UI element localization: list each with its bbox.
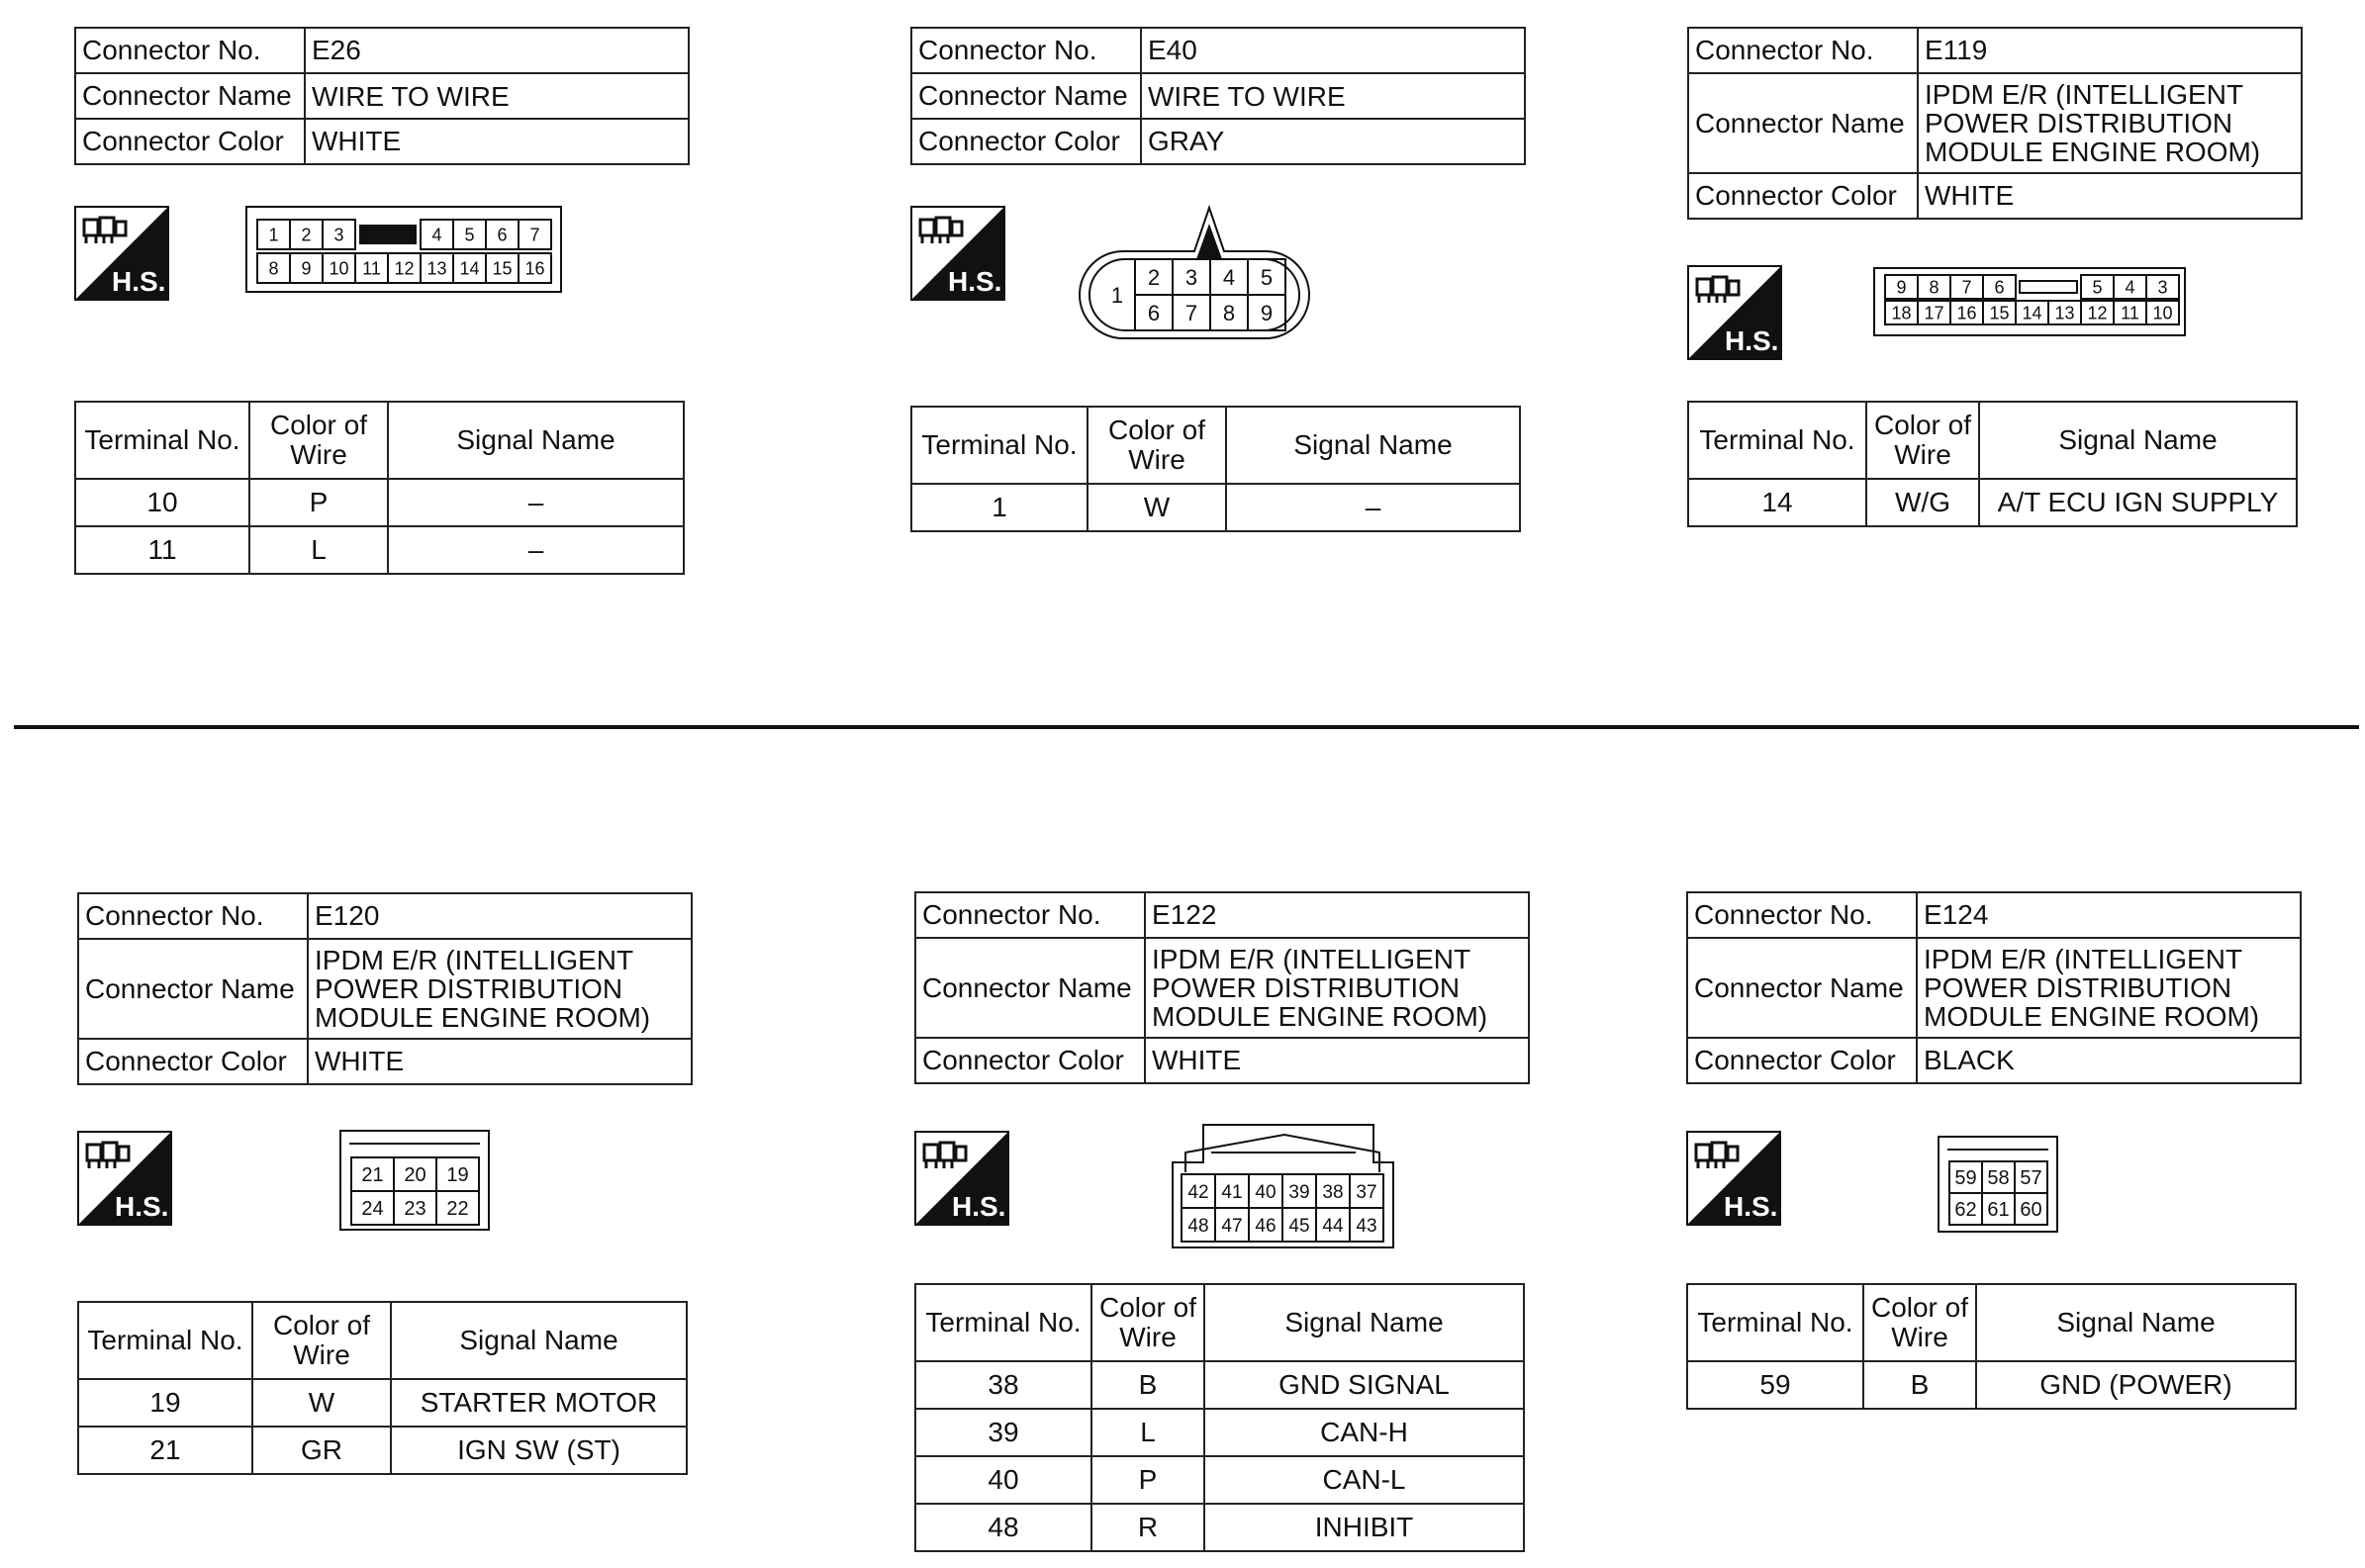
connector-name-label: Connector Name: [1688, 73, 1918, 173]
pin-number: 58: [1987, 1167, 2010, 1190]
signal-name-cell: GND (POWER): [1976, 1361, 2296, 1409]
connector-face-e122: [1172, 1123, 1395, 1249]
signal-name-cell: A/T ECU IGN SUPPLY: [1979, 479, 2297, 526]
connector-color-label: Connector Color: [1688, 173, 1918, 219]
connector-name-line: POWER DISTRIBUTION: [315, 973, 623, 1004]
connector-name-line: WIRE TO WIRE: [312, 80, 510, 112]
pin-number: 9: [1896, 277, 1907, 298]
connector-name-line: MODULE ENGINE ROOM): [1925, 137, 2261, 167]
connector-face-e124: [1938, 1136, 2060, 1235]
color-of-wire-header-line1: Color of: [272, 1310, 371, 1340]
pin-number: 48: [1187, 1215, 1209, 1237]
pin-number: 15: [492, 258, 513, 279]
connector-panel-e40: [910, 27, 1526, 165]
connector-face-e119: [1873, 267, 2188, 338]
color-of-wire-header-line2: Wire: [1894, 439, 1951, 470]
pin-number: 8: [1222, 300, 1236, 325]
connector-no-label: Connector No.: [1687, 892, 1917, 938]
connector-no-label: Connector No.: [1688, 28, 1918, 73]
pin-number: 18: [1891, 303, 1912, 323]
terminal-table-e40: [910, 406, 1521, 532]
pin-number: 19: [446, 1164, 469, 1187]
signal-name-header: Signal Name: [388, 402, 684, 479]
pin-number: 16: [524, 258, 545, 279]
pin-number: 59: [1954, 1167, 1977, 1190]
hs-badge-label: H.S.: [948, 266, 1002, 297]
connector-no-label: Connector No.: [911, 28, 1141, 73]
connector-face-e40: [1074, 204, 1315, 344]
connector-name-label: Connector Name: [911, 73, 1141, 119]
table-row: [915, 1504, 1524, 1551]
pin-number: 24: [361, 1198, 384, 1221]
color-of-wire-header: [1866, 402, 1979, 479]
connector-color-value: WHITE: [1145, 1038, 1529, 1083]
terminal-no-cell: 48: [915, 1504, 1091, 1551]
connector-no-value: E122: [1145, 892, 1529, 938]
table-row: [75, 479, 684, 526]
harness-side-icon: [1686, 1131, 1781, 1226]
connector-face-e26: [245, 206, 564, 295]
connector-no-label: Connector No.: [78, 893, 308, 939]
harness-side-icon: [74, 206, 169, 301]
pin-number: 3: [2157, 277, 2168, 298]
color-of-wire-header-line1: Color of: [1870, 1292, 1969, 1323]
pin-number: 12: [394, 258, 415, 279]
connector-info-table: [74, 27, 690, 165]
pin-number: 4: [2125, 277, 2135, 298]
terminal-table-e124: [1686, 1283, 2297, 1410]
terminal-no-cell: 40: [915, 1456, 1091, 1504]
connector-color-label: Connector Color: [78, 1039, 308, 1084]
pin-number: 40: [1255, 1181, 1277, 1203]
pin-number: 13: [426, 258, 447, 279]
connector-info-table: [1686, 891, 2302, 1084]
pin-number: 15: [1989, 303, 2010, 323]
pin-number: 21: [361, 1164, 384, 1187]
table-row: [1687, 1361, 2296, 1409]
pin-number: 5: [1260, 264, 1274, 290]
wire-color-cell: B: [1091, 1361, 1204, 1409]
connector-no-label: Connector No.: [75, 28, 305, 73]
color-of-wire-header-line2: Wire: [290, 439, 347, 470]
color-of-wire-header-line1: Color of: [1873, 410, 1972, 440]
wire-color-cell: L: [249, 526, 388, 574]
connector-name-value: [1145, 938, 1529, 1038]
color-of-wire-header-line2: Wire: [1891, 1322, 1948, 1352]
table-row: [911, 484, 1520, 531]
connector-info-table: [914, 891, 1530, 1084]
pin-number: 39: [1288, 1181, 1310, 1203]
hs-badge-label: H.S.: [952, 1191, 1006, 1222]
harness-side-icon: [77, 1131, 172, 1226]
signal-name-header: Signal Name: [1976, 1284, 2296, 1361]
signal-name-cell: –: [1226, 484, 1520, 531]
table-row: [78, 1427, 687, 1474]
pin-number: 23: [404, 1198, 426, 1221]
pin-number: 5: [464, 225, 475, 245]
connector-color-value: WHITE: [305, 119, 689, 164]
terminal-no-cell: 14: [1688, 479, 1866, 526]
pin-number: 60: [2020, 1199, 2042, 1222]
signal-name-header: Signal Name: [1204, 1284, 1524, 1361]
color-of-wire-header-line2: Wire: [293, 1339, 350, 1370]
connector-no-value: E120: [308, 893, 692, 939]
terminal-no-cell: 38: [915, 1361, 1091, 1409]
connector-panel-e124: [1686, 891, 2302, 1084]
terminal-no-header: Terminal No.: [1688, 402, 1866, 479]
harness-side-icon: [914, 1131, 1009, 1226]
pin-number: 9: [1260, 300, 1274, 325]
connector-name-line: MODULE ENGINE ROOM): [1152, 1001, 1488, 1032]
pin-number: 13: [2054, 303, 2075, 323]
terminal-table-e120: [77, 1301, 688, 1475]
signal-name-cell: CAN-H: [1204, 1409, 1524, 1456]
connector-panel-e122: [914, 891, 1530, 1084]
connector-name-value: [308, 939, 692, 1039]
connector-name-label: Connector Name: [1687, 938, 1917, 1038]
color-of-wire-header-line1: Color of: [269, 410, 368, 440]
pin-number: 42: [1187, 1181, 1209, 1203]
color-of-wire-header: [249, 402, 388, 479]
connector-name-line: POWER DISTRIBUTION: [1924, 972, 2232, 1003]
connector-panel-e120: [77, 892, 693, 1085]
terminal-table-e122: [914, 1283, 1525, 1552]
table-row: [75, 526, 684, 574]
connector-name-line: WIRE TO WIRE: [1148, 80, 1346, 112]
signal-name-header: Signal Name: [1226, 407, 1520, 484]
connector-color-label: Connector Color: [1687, 1038, 1917, 1083]
signal-name-cell: –: [388, 526, 684, 574]
pin-number: 3: [333, 225, 344, 245]
wire-color-cell: GR: [252, 1427, 391, 1474]
terminal-no-header: Terminal No.: [1687, 1284, 1863, 1361]
pin-number: 5: [2092, 277, 2103, 298]
pin-number: 10: [2152, 303, 2173, 323]
connector-color-value: GRAY: [1141, 119, 1525, 164]
table-row: [915, 1361, 1524, 1409]
connector-name-line: MODULE ENGINE ROOM): [315, 1002, 651, 1033]
color-of-wire-header-line1: Color of: [1107, 415, 1206, 445]
pin-number: 7: [1961, 277, 1972, 298]
signal-name-cell: CAN-L: [1204, 1456, 1524, 1504]
hs-badge-label: H.S.: [112, 266, 166, 297]
connector-color-label: Connector Color: [75, 119, 305, 164]
wire-color-cell: P: [249, 479, 388, 526]
color-of-wire-header: [252, 1302, 391, 1379]
signal-name-header: Signal Name: [391, 1302, 687, 1379]
pin-number: 11: [362, 258, 381, 279]
blank-cavity: [359, 225, 417, 244]
connector-name-line: POWER DISTRIBUTION: [1152, 972, 1461, 1003]
connector-name-label: Connector Name: [78, 939, 308, 1039]
wire-color-cell: P: [1091, 1456, 1204, 1504]
pin-number: 22: [446, 1198, 469, 1221]
terminal-no-cell: 59: [1687, 1361, 1863, 1409]
harness-side-icon: [910, 206, 1005, 301]
pin-number: 1: [268, 225, 279, 245]
pin-number: 44: [1322, 1215, 1344, 1237]
terminal-no-cell: 10: [75, 479, 249, 526]
connector-name-line: IPDM E/R (INTELLIGENT: [315, 945, 634, 975]
terminal-no-header: Terminal No.: [915, 1284, 1091, 1361]
connector-name-line: IPDM E/R (INTELLIGENT: [1152, 944, 1471, 974]
pin-number: 10: [329, 258, 349, 279]
connector-name-line: MODULE ENGINE ROOM): [1924, 1001, 2260, 1032]
pin-number: 41: [1221, 1181, 1243, 1203]
pin-number: 20: [404, 1164, 426, 1187]
wire-color-cell: R: [1091, 1504, 1204, 1551]
connector-no-value: E26: [305, 28, 689, 73]
signal-name-cell: GND SIGNAL: [1204, 1361, 1524, 1409]
connector-color-value: WHITE: [308, 1039, 692, 1084]
connector-info-table: [910, 27, 1526, 165]
wire-color-cell: L: [1091, 1409, 1204, 1456]
signal-name-cell: STARTER MOTOR: [391, 1379, 687, 1427]
terminal-no-cell: 1: [911, 484, 1088, 531]
pin-number: 14: [2022, 303, 2042, 323]
pin-number: 16: [1956, 303, 1977, 323]
connector-color-label: Connector Color: [911, 119, 1141, 164]
pin-number: 9: [301, 258, 312, 279]
connector-color-label: Connector Color: [915, 1038, 1145, 1083]
terminal-no-cell: 19: [78, 1379, 252, 1427]
table-row: [915, 1409, 1524, 1456]
pin-number: 6: [1147, 300, 1161, 325]
terminal-table-e119: [1687, 401, 2298, 527]
pin-number: 12: [2087, 303, 2108, 323]
pin-number: 61: [1987, 1199, 2010, 1222]
connector-name-value: [305, 73, 689, 119]
hs-badge-label: H.S.: [1724, 1191, 1778, 1222]
hs-badge-label: H.S.: [1725, 325, 1779, 356]
connector-no-value: E124: [1917, 892, 2301, 938]
wire-color-cell: W: [252, 1379, 391, 1427]
terminal-no-cell: 21: [78, 1427, 252, 1474]
color-of-wire-header: [1091, 1284, 1204, 1361]
connector-info-table: [77, 892, 693, 1085]
connector-no-value: E119: [1918, 28, 2302, 73]
wire-color-cell: W/G: [1866, 479, 1979, 526]
pin-number: 45: [1288, 1215, 1310, 1237]
connector-name-label: Connector Name: [915, 938, 1145, 1038]
connector-name-value: [1917, 938, 2301, 1038]
color-of-wire-header: [1088, 407, 1226, 484]
terminal-no-header: Terminal No.: [75, 402, 249, 479]
terminal-no-header: Terminal No.: [78, 1302, 252, 1379]
pin-number: 6: [497, 225, 508, 245]
connector-color-value: BLACK: [1917, 1038, 2301, 1083]
connector-face-e120: [339, 1130, 492, 1233]
pin-number: 2: [1147, 264, 1161, 290]
connector-color-value: WHITE: [1918, 173, 2302, 219]
pin-number: 2: [301, 225, 312, 245]
hs-badge-label: H.S.: [115, 1191, 169, 1222]
connector-name-line: POWER DISTRIBUTION: [1925, 108, 2233, 138]
connector-no-label: Connector No.: [915, 892, 1145, 938]
connector-panel-e26: [74, 27, 690, 165]
connector-name-label: Connector Name: [75, 73, 305, 119]
color-of-wire-header-line1: Color of: [1098, 1292, 1197, 1323]
pin-number: 47: [1221, 1215, 1243, 1237]
terminal-table-e26: [74, 401, 685, 575]
pin-number: 62: [1954, 1199, 1977, 1222]
pin-number: 37: [1356, 1181, 1377, 1203]
pin-number: 57: [2020, 1167, 2042, 1190]
signal-name-cell: IGN SW (ST): [391, 1427, 687, 1474]
connector-name-line: IPDM E/R (INTELLIGENT: [1924, 944, 2243, 974]
color-of-wire-header: [1863, 1284, 1976, 1361]
pin-number: 43: [1356, 1215, 1377, 1237]
wire-color-cell: W: [1088, 484, 1226, 531]
connector-info-table: [1687, 27, 2303, 220]
color-of-wire-header-line2: Wire: [1128, 444, 1185, 475]
terminal-no-header: Terminal No.: [911, 407, 1088, 484]
table-row: [915, 1456, 1524, 1504]
pin-number: 11: [2121, 303, 2139, 323]
pin-number: 1: [1110, 283, 1124, 308]
section-divider: [14, 725, 2359, 729]
pin-number: 4: [1222, 264, 1236, 290]
pin-number: 3: [1184, 264, 1198, 290]
color-of-wire-header-line2: Wire: [1119, 1322, 1177, 1352]
pin-number: 38: [1322, 1181, 1344, 1203]
signal-name-cell: –: [388, 479, 684, 526]
signal-name-header: Signal Name: [1979, 402, 2297, 479]
wire-color-cell: B: [1863, 1361, 1976, 1409]
pin-number: 17: [1924, 303, 1944, 323]
pin-number: 6: [1994, 277, 2005, 298]
connector-name-line: IPDM E/R (INTELLIGENT: [1925, 79, 2244, 110]
table-row: [1688, 479, 2297, 526]
terminal-no-cell: 39: [915, 1409, 1091, 1456]
pin-number: 7: [1184, 300, 1198, 325]
connector-name-value: [1918, 73, 2302, 173]
connector-no-value: E40: [1141, 28, 1525, 73]
pin-number: 4: [431, 225, 442, 245]
pin-number: 8: [268, 258, 279, 279]
harness-side-icon: [1687, 265, 1782, 360]
connector-panel-e119: [1687, 27, 2303, 220]
terminal-no-cell: 11: [75, 526, 249, 574]
table-row: [78, 1379, 687, 1427]
pin-number: 46: [1255, 1215, 1277, 1237]
pin-number: 14: [459, 258, 480, 279]
pin-number: 7: [529, 225, 540, 245]
connector-name-value: [1141, 73, 1525, 119]
signal-name-cell: INHIBIT: [1204, 1504, 1524, 1551]
pin-number: 8: [1929, 277, 1939, 298]
